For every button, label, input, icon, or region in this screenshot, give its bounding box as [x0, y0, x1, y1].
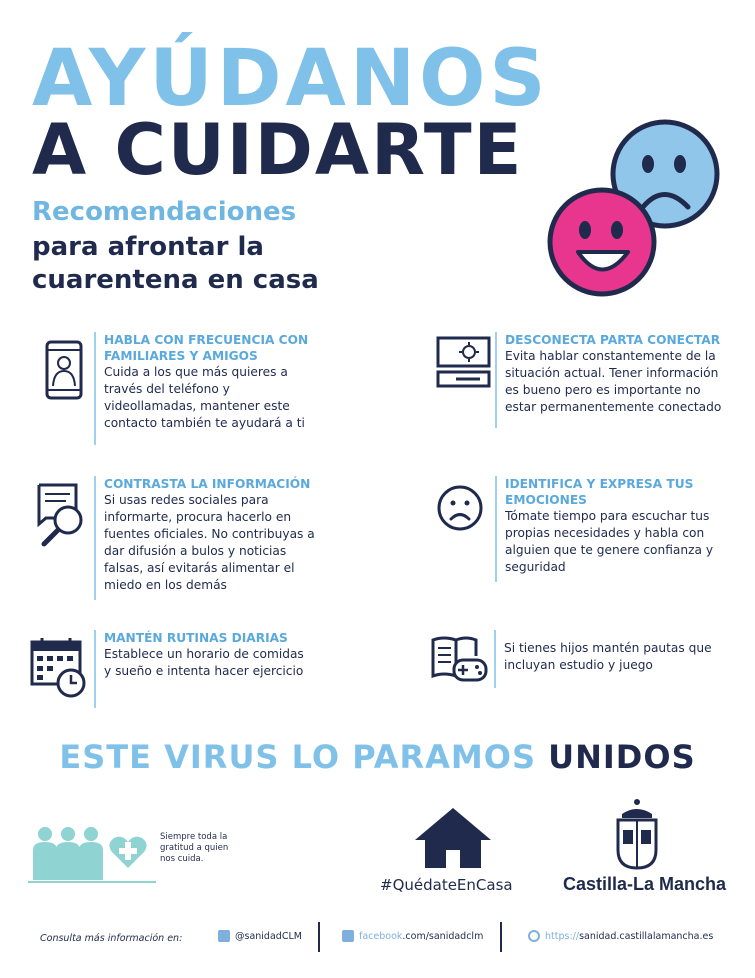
website-prefix: https://	[545, 930, 580, 942]
tip-body: Cuida a los que más quieres a través del teléfono y videollamadas, mantener este contacto también te ayudará a ti	[104, 365, 305, 430]
title-line-1: AYÚDANOS	[32, 34, 550, 124]
tip-children-routines	[494, 630, 724, 688]
globe-icon	[528, 930, 540, 942]
castilla-la-mancha-crest-icon	[612, 798, 662, 870]
magnifier-document-icon	[36, 482, 92, 548]
tip-heading: CONTRASTA LA INFORMACIÓN	[104, 477, 311, 491]
twitter-icon	[218, 930, 230, 942]
footer-separator	[500, 922, 502, 952]
website-suffix: sanidad.castillalamancha.es	[579, 930, 714, 942]
tip-body: Si tienes hijos mantén pautas que incluyan estudio y juego	[504, 641, 712, 672]
tip-disconnect	[495, 332, 735, 428]
tip-heading: HABLA CON FRECUENCIA CON FAMILIARES Y AMIGOS	[104, 333, 309, 363]
tip-body: Tómate tiempo para escuchar tus propias necesidades y habla con alguien que te genere confianza y seguridad	[505, 509, 714, 574]
footer-label: Consulta más información en:	[40, 933, 183, 944]
tip-body: Si usas redes sociales para informarte, procura hacerlo en fuentes oficiales. No contribuyas a dar difusión a bulos y noticias falsas, así evitarás alimentar el miedo en los demás	[104, 493, 315, 592]
subtitle-line-2: para afrontar la cuarentena en casa	[32, 232, 319, 295]
tip-family-contact	[94, 332, 324, 445]
thanks-text: Siempre toda la gratitud a quien nos cuida.	[160, 832, 229, 864]
tip-divider	[495, 476, 497, 582]
tip-heading: DESCONECTA PARTA CONECTAR	[505, 333, 721, 347]
slogan-part-1: ESTE VIRUS LO PARAMOS	[59, 738, 536, 776]
tip-heading: IDENTIFICA Y EXPRESA TUS EMOCIONES	[505, 477, 694, 507]
book-gamepad-icon	[430, 634, 488, 686]
sad-face-icon	[436, 484, 484, 532]
computer-virus-icon	[436, 336, 491, 388]
title-line-2: A CUIDARTE	[32, 109, 524, 191]
tip-body: Evita hablar constantemente de la situación actual. Tener información es bueno pero es importante no estar permanentemente conectado	[505, 349, 722, 414]
twitter-handle: @sanidadCLM	[235, 930, 302, 942]
institution-name: Castilla-La Mancha	[563, 874, 727, 894]
footer-twitter[interactable]	[218, 930, 302, 942]
footer-facebook[interactable]	[342, 930, 483, 942]
slogan-part-2: UNIDOS	[548, 738, 696, 776]
tip-daily-routines	[94, 630, 314, 708]
slogan	[0, 738, 755, 776]
tip-divider	[494, 630, 496, 688]
tip-divider	[94, 332, 96, 445]
emotion-faces-icon	[540, 112, 730, 312]
subtitle-line-1: Recomendaciones	[32, 197, 297, 227]
tip-body: Establece un horario de comidas y sueño e intenta hacer ejercicio	[104, 647, 304, 678]
healthcare-workers-heart-icon	[28, 824, 158, 886]
tip-heading: MANTÉN RUTINAS DIARIAS	[104, 631, 288, 645]
footer-separator	[318, 922, 320, 952]
tip-verify-information	[94, 476, 324, 600]
tip-divider	[495, 332, 497, 428]
calendar-clock-icon	[30, 636, 86, 698]
smartphone-person-icon	[44, 340, 84, 400]
footer-website[interactable]	[528, 930, 713, 942]
facebook-icon	[342, 930, 354, 942]
house-icon	[413, 806, 493, 870]
tip-divider	[94, 476, 96, 600]
facebook-prefix: facebook	[359, 930, 403, 942]
hashtag: #QuédateEnCasa	[380, 876, 513, 894]
tip-divider	[94, 630, 96, 708]
tip-emotions	[495, 476, 725, 582]
facebook-suffix: .com/sanidadclm	[402, 930, 484, 942]
